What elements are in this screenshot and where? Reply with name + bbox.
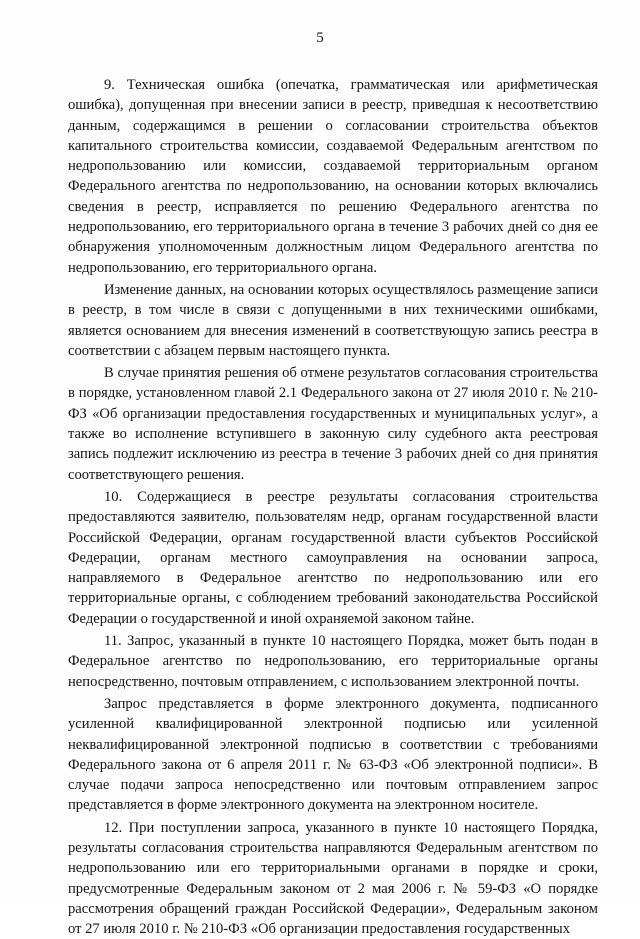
- paragraph-9-data-change: Изменение данных, на основании которых осуществлялось размещение записи в реестр, в том числе в связи с допущенными в них техническими ошибками, является основанием для внесения изменений в соответствующую запись реестра в соответствии с абзацем первым настоящего пункта.: [68, 281, 598, 359]
- paragraph-11: 11. Запрос, указанный в пункте 10 настоящего Порядка, может быть подан в Федеральное агентство по недропользованию, его территориальные органы непосредственно, почтовым отправлением, с использованием электронной почты.: [68, 633, 598, 690]
- paragraph-9: 9. Техническая ошибка (опечатка, грамматическая или арифметическая ошибка), допущенная при внесении записи в реестр, приведшая к несоответствию данным, содержащимся в решении о согласовании строительства объектов капитального строительства комиссии, создаваемой Федеральным агентством по недропользованию или комиссии, создаваемой территориальным органом Федерального агентства по недропользованию, на основании которых включались сведения в реестр, исправляется по решению Федерального агентства по недропользованию, его территориального органа в течение 3 рабочих дней со дня ее обнаружения уполномоченным должностным лицом Федерального агентства по недропользованию, его территориального органа.: [68, 77, 598, 276]
- paragraph-11-request-form: Запрос представляется в форме электронного документа, подписанного усиленной квалифицированной электронной подписью или усиленной неквалифицированной электронной подписью в соответствии с требованиями Федерального закона от 6 апреля 2011 г. № 63-ФЗ «Об электронной подписи». В случае подачи запроса непосредственно или почтовым отправлением запрос представляется в форме электронного документа на электронном носителе.: [68, 695, 598, 814]
- paragraph-12: 12. При поступлении запроса, указанного в пункте 10 настоящего Порядка, результаты согласования строительства направляются Федеральным агентством по недропользованию или его территориальными органами в порядке и сроки, предусмотренные Федеральным законом от 2 мая 2006 г. № 59-ФЗ «О порядке рассмотрения обращений граждан Российской Федерации», Федеральным законом от 27 июля 2010 г. № 210-ФЗ «Об организации предоставления государственных: [68, 819, 598, 938]
- page-number: 5: [316, 30, 324, 46]
- paragraph-10: 10. Содержащиеся в реестре результаты согласования строительства предоставляются заявителю, пользователям недр, органам государственной власти Российской Федерации, органам государственной власти субъектов Российской Федерации, органам местного самоуправления на основании запроса, направляемого в Федеральное агентство по недропользованию или его территориальные органы, с соблюдением требований законодательства Российской Федерации о государственной и иной охраняемой законом тайне.: [68, 488, 598, 627]
- paragraph-9-cancellation: В случае принятия решения об отмене результатов согласования строительства в порядке, установленном главой 2.1 Федерального закона от 27 июля 2010 г. № 210-ФЗ «Об организации предоставления государственных и муниципальных услуг», а также во исполнение вступившего в законную силу судебного акта реестровая запись подлежит исключению из реестра в течение 3 рабочих дней со дня принятия соответствующего решения.: [68, 365, 598, 483]
- document-body: [68, 75, 598, 939]
